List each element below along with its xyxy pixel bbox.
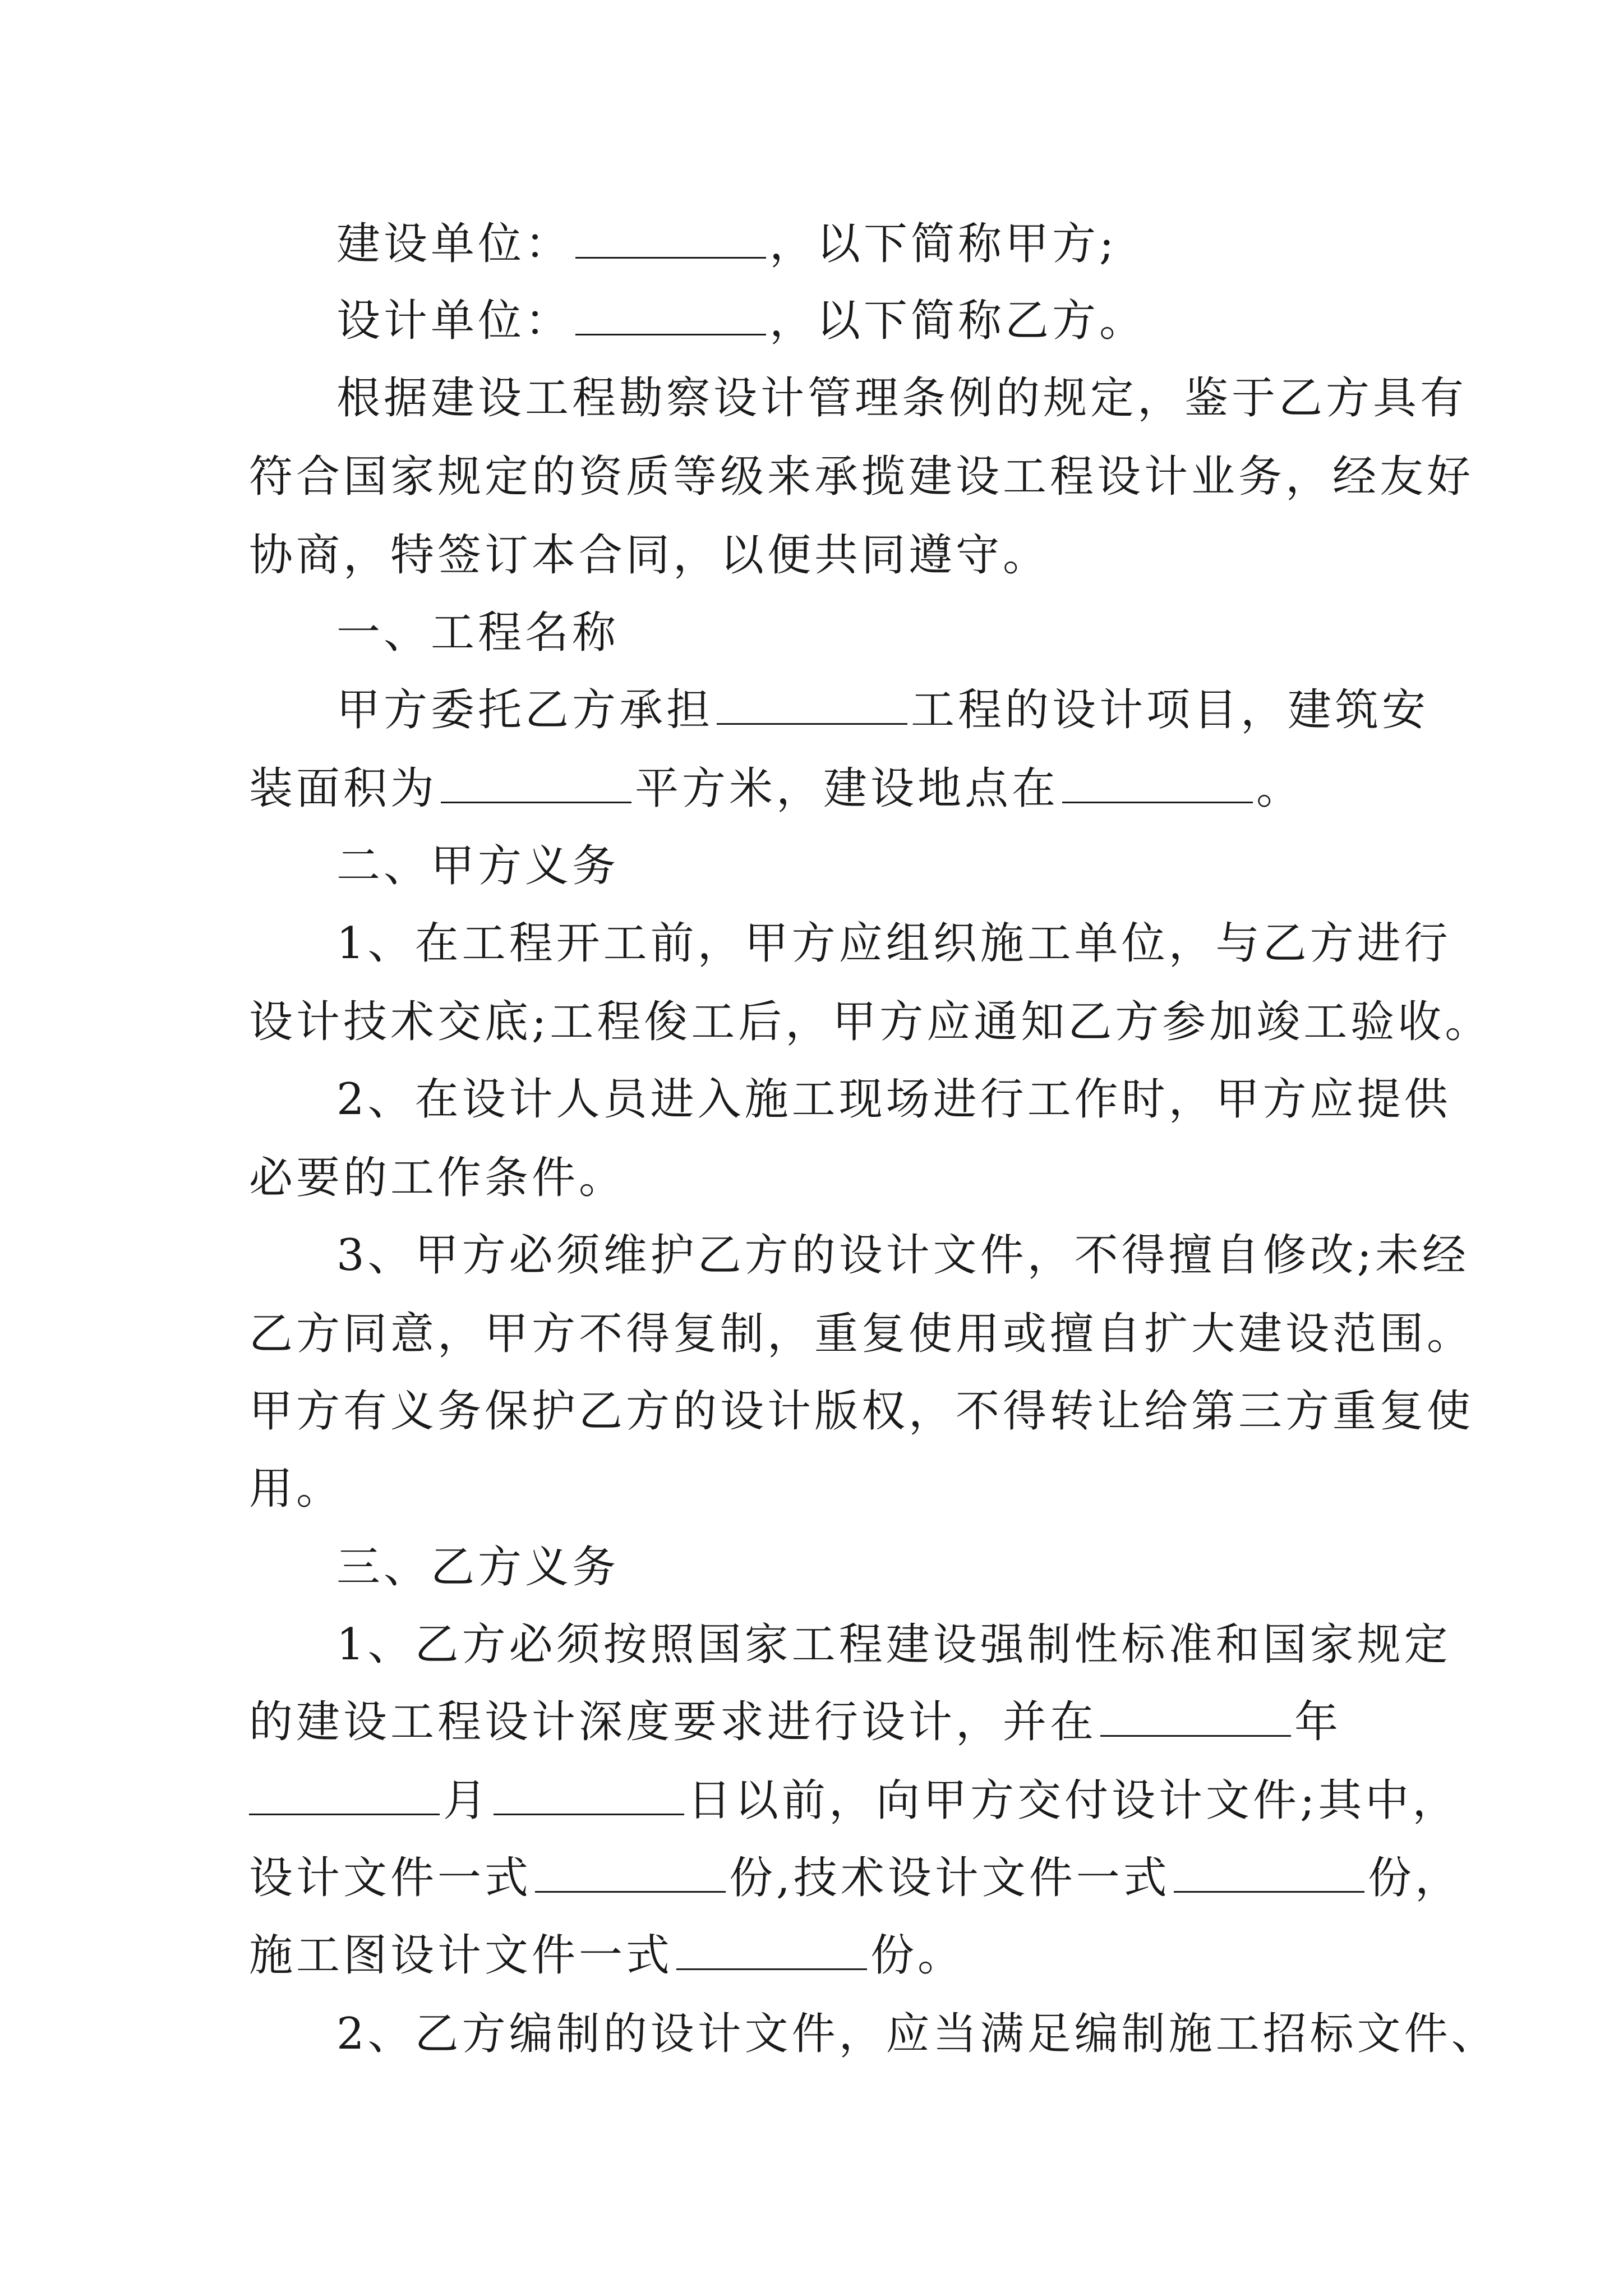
- section-heading: [336, 605, 619, 661]
- text: 2、在设计人员进入施工现场进行工作时，甲方应提供: [336, 1074, 1451, 1125]
- text: 年: [1294, 1697, 1342, 1747]
- text: 平方米，建设地点在: [635, 763, 1059, 814]
- text: ，以下简称甲方;: [769, 219, 1118, 269]
- paragraph-line: [249, 1850, 1462, 1906]
- text: 的建设工程设计深度要求进行设计，并在: [249, 1697, 1098, 1747]
- paragraph-line: [336, 2006, 1498, 2062]
- paragraph-line: [249, 527, 1050, 583]
- text: 2、乙方编制的设计文件，应当满足编制施工招标文件、: [336, 2009, 1498, 2059]
- text: 一、工程名称: [336, 608, 620, 658]
- text: ，以下简称乙方。: [769, 296, 1147, 346]
- text: 设计单位：: [336, 296, 573, 346]
- text: 份,技术设计文件一式: [729, 1853, 1170, 1903]
- text: 工程的设计项目，建筑安: [911, 685, 1430, 735]
- paragraph-line: [249, 1461, 343, 1517]
- blank-field: [494, 1811, 684, 1815]
- text: 甲方有义务保护乙方的设计版权，不得转让给第三方重复使: [249, 1386, 1474, 1437]
- blank-field: [1100, 1733, 1291, 1737]
- text: 设计技术交底;工程俊工后，甲方应通知乙方参加竣工验收。: [249, 997, 1492, 1047]
- paragraph-line: [336, 370, 1467, 426]
- text: 设计文件一式: [249, 1853, 532, 1903]
- blank-field: [441, 799, 631, 803]
- paragraph-line: [249, 1773, 1459, 1829]
- blank-field: [717, 721, 907, 725]
- text: 1、在工程开工前，甲方应组织施工单位，与乙方进行: [336, 918, 1451, 969]
- text: 3、甲方必须维护乙方的设计文件，不得擅自修改;未经: [336, 1230, 1469, 1281]
- blank-field: [535, 1889, 726, 1893]
- blank-field: [1174, 1889, 1364, 1893]
- text: 日以前，向甲方交付设计文件;其中，: [688, 1775, 1460, 1826]
- blank-field: [575, 332, 766, 335]
- text: 三、乙方义务: [336, 1542, 620, 1593]
- text: 用。: [249, 1464, 344, 1514]
- paragraph-line: [249, 994, 1492, 1050]
- paragraph-line: [249, 1694, 1341, 1750]
- text: 必要的工作条件。: [249, 1153, 626, 1203]
- paragraph-line: [249, 449, 1474, 505]
- paragraph-line: [336, 1617, 1451, 1673]
- text: 。: [1256, 763, 1304, 814]
- paragraph-line: [249, 761, 1303, 817]
- blank-field: [676, 1966, 867, 1970]
- blank-field: [249, 1811, 440, 1815]
- text: 乙方同意，甲方不得复制，重复使用或擅自扩大建设范围。: [249, 1309, 1474, 1359]
- party-a-line: [336, 216, 1117, 272]
- text: 施工图设计文件一式: [249, 1930, 674, 1981]
- paragraph-line: [249, 1383, 1474, 1439]
- blank-field: [575, 255, 766, 259]
- blank-field: [1062, 799, 1253, 803]
- text: 符合国家规定的资质等级来承揽建设工程设计业务，经友好: [249, 452, 1474, 502]
- paragraph-line: [249, 1306, 1474, 1362]
- section-heading: [336, 1539, 619, 1595]
- text: 根据建设工程勘察设计管理条例的规定，鉴于乙方具有: [336, 373, 1468, 424]
- paragraph-line: [336, 1227, 1469, 1283]
- section-heading: [336, 838, 619, 894]
- paragraph-line: [249, 1150, 626, 1206]
- text: 协商，特签订本合同，以便共同遵守。: [249, 530, 1050, 581]
- text: 1、乙方必须按照国家工程建设强制性标准和国家规定: [336, 1619, 1451, 1670]
- paragraph-line: [336, 1071, 1451, 1128]
- paragraph-line: [336, 682, 1429, 738]
- text: 月: [443, 1775, 491, 1826]
- text: 装面积为: [249, 763, 438, 814]
- text: 建设单位：: [336, 219, 573, 269]
- paragraph-line: [249, 1927, 965, 1984]
- party-b-line: [336, 293, 1146, 349]
- text: 份，: [1367, 1853, 1462, 1903]
- text: 二、甲方义务: [336, 841, 620, 891]
- text: 甲方委托乙方承担: [336, 685, 714, 735]
- text: 份。: [870, 1930, 965, 1981]
- paragraph-line: [336, 915, 1451, 972]
